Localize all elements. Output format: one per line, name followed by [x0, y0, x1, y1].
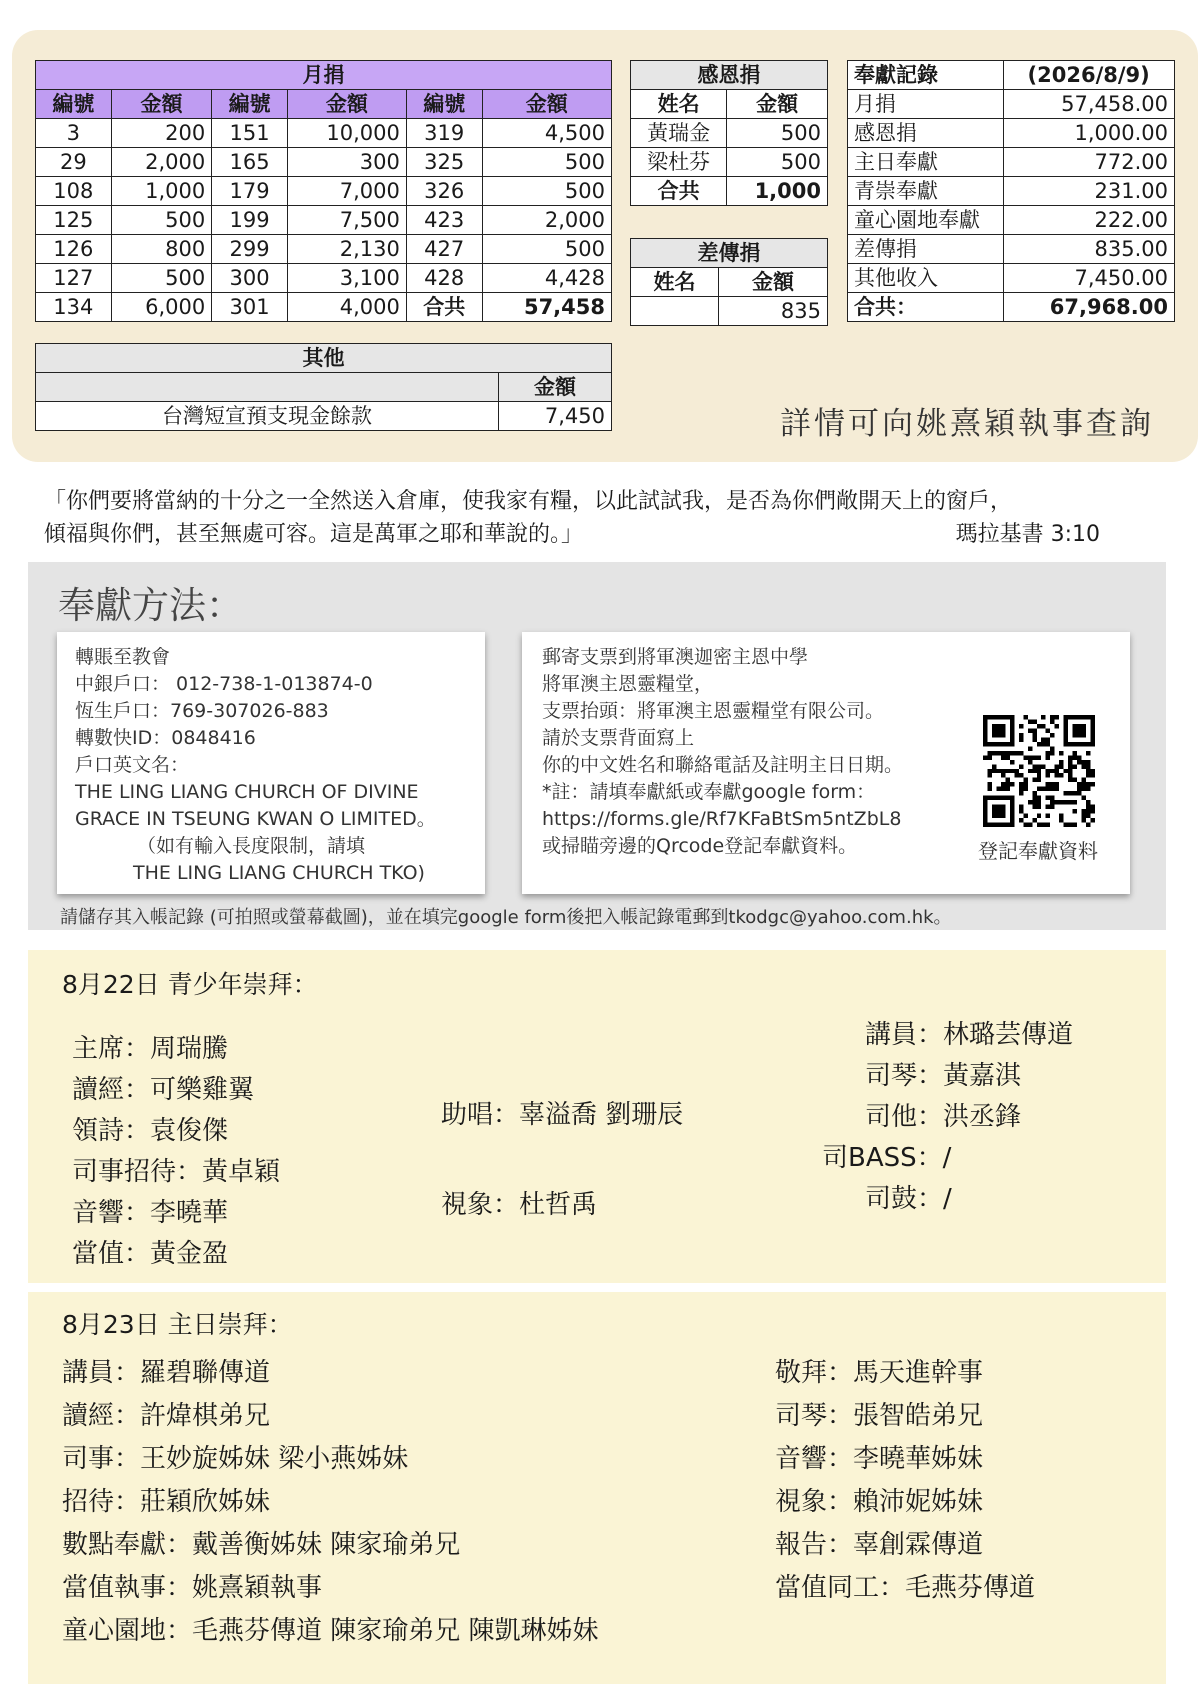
role-line: 當值同工：毛燕芬傳道: [775, 1573, 1036, 1603]
amount-cell: 500: [727, 148, 828, 177]
name-cell: 梁杜芬: [631, 148, 727, 177]
number-cell: 3: [36, 119, 112, 148]
amount-cell: 300: [287, 148, 406, 177]
column-header: 姓名: [631, 268, 719, 297]
detail-line: （如有輸入長度限制，請填: [137, 835, 366, 857]
role-line: 司琴：張智皓弟兄: [775, 1401, 984, 1431]
cheque-details: [542, 644, 903, 860]
verse-reference: 瑪拉基書 3:10: [955, 522, 1100, 547]
number-cell: 127: [36, 264, 112, 293]
detail-line: 或掃瞄旁邊的Qrcode登記奉獻資料。: [542, 835, 858, 857]
detail-line: 將軍澳主恩靈糧堂，: [542, 673, 714, 695]
role-line: 讀經：許煒棋弟兄: [62, 1401, 271, 1431]
number-cell: 29: [36, 148, 112, 177]
number-cell: 165: [212, 148, 288, 177]
detail-line: 你的中文姓名和聯絡電話及註明主日日期。: [542, 754, 904, 776]
amount-cell: 500: [482, 177, 611, 206]
amount-cell: 200: [111, 119, 212, 148]
detail-line: GRACE IN TSEUNG KWAN O LIMITED。: [75, 808, 436, 830]
amount-cell: 57,458: [482, 293, 611, 322]
other-income-table: [35, 343, 612, 431]
qr-code-icon[interactable]: [983, 715, 1095, 827]
amount-cell: 10,000: [287, 119, 406, 148]
name-cell: 黃瑞金: [631, 119, 727, 148]
role-line: 領詩：袁俊傑: [72, 1116, 229, 1146]
number-cell: 301: [212, 293, 288, 322]
category-cell: 主日奉獻: [848, 148, 1004, 177]
amount-cell: 6,000: [111, 293, 212, 322]
table-title: 差傳捐: [631, 239, 828, 268]
detail-line: 恆生戶口：769-307026-883: [75, 700, 329, 722]
table-row: [36, 177, 612, 206]
detail-line: THE LING LIANG CHURCH OF DIVINE: [75, 781, 419, 803]
role-line: 童心園地：毛燕芬傳道 陳家瑜弟兄 陳凱琳姊妹: [62, 1616, 599, 1646]
role-line: 助唱：辜溢喬 劉珊辰: [441, 1100, 684, 1130]
category-cell: 月捐: [848, 90, 1004, 119]
amount-cell: 4,428: [482, 264, 611, 293]
role-line: 視象：賴沛妮姊妹: [775, 1487, 984, 1517]
table-row: [36, 206, 612, 235]
role-line: 司琴：黃嘉淇: [865, 1061, 1022, 1091]
role-line: 視象：杜哲禹: [441, 1190, 598, 1220]
table-row: [848, 119, 1175, 148]
column-header: 編號: [406, 90, 482, 119]
role-line: 招待：莊穎欣姊妹: [62, 1487, 271, 1517]
amount-cell: 231.00: [1003, 177, 1174, 206]
detail-line: 支票抬頭：將軍澳主恩靈糧堂有限公司。: [542, 700, 885, 722]
amount-cell: 1,000.00: [1003, 119, 1174, 148]
amount-cell: 222.00: [1003, 206, 1174, 235]
verse-line: 傾福與你們，甚至無處可容。這是萬軍之耶和華說的。」: [44, 522, 584, 547]
table-title: 月捐: [36, 61, 612, 90]
form-link[interactable]: https://forms.gle/Rf7KFaBtSm5ntZbL8: [542, 808, 902, 830]
amount-cell: 835: [719, 297, 828, 326]
column-header: 金額: [719, 268, 828, 297]
role-line: 數點奉獻：戴善衡姊妹 陳家瑜弟兄: [62, 1530, 461, 1560]
verse-line: 「你們要將當納的十分之一全然送入倉庫，使我家有糧，以此試試我，是否為你們敞開天上的窗戶，: [44, 489, 1013, 514]
amount-cell: 500: [482, 235, 611, 264]
role-line: 司他：洪丞鋒: [865, 1102, 1022, 1132]
role-line: 主席：周瑞騰: [72, 1034, 229, 1064]
amount-cell: 7,500: [287, 206, 406, 235]
scripture-verse: [44, 485, 1124, 551]
category-cell: 童心園地奉獻: [848, 206, 1004, 235]
number-cell: 423: [406, 206, 482, 235]
column-header: 姓名: [631, 90, 727, 119]
table-row: [631, 297, 828, 326]
amount-cell: 2,000: [482, 206, 611, 235]
number-cell: 300: [212, 264, 288, 293]
table-row: [631, 119, 828, 148]
number-cell: 299: [212, 235, 288, 264]
detail-line: 戶口英文名：: [75, 754, 190, 776]
thanksgiving-table: [630, 60, 828, 206]
role-line: 敬拜：馬天進幹事: [775, 1358, 984, 1388]
number-cell: 427: [406, 235, 482, 264]
table-row: [848, 264, 1175, 293]
detail-line: 郵寄支票到將軍澳迦密主恩中學: [542, 646, 809, 668]
summary-title: 奉獻記錄: [848, 61, 1004, 90]
total-label: 合共: [631, 177, 727, 206]
table-row: [36, 402, 612, 431]
amount-cell: 57,458.00: [1003, 90, 1174, 119]
inquiry-note: 詳情可向姚熹穎執事查詢: [780, 406, 1154, 442]
total-label: 合共：: [848, 293, 1004, 322]
summary-date: (2026/8/9): [1003, 61, 1174, 90]
method-footnote: 請儲存其入帳記錄 (可拍照或螢幕截圖)，並在填完google form後把入帳記錄電郵到tkodgc@yahoo.com.hk。: [60, 907, 952, 928]
detail-line: 中銀戶口： 012-738-1-013874-0: [75, 673, 373, 695]
qr-caption: 登記奉獻資料: [978, 839, 1098, 863]
amount-cell: 7,450: [499, 402, 612, 431]
youth-service-title: 8月22日 青少年崇拜：: [62, 970, 318, 999]
table-row: [848, 235, 1175, 264]
table-row: [631, 148, 828, 177]
role-line: 報告：辜創霖傳道: [775, 1530, 984, 1560]
amount-cell: 772.00: [1003, 148, 1174, 177]
section-title: 奉獻方法：: [58, 584, 243, 627]
item-cell: 台灣短宣預支現金餘款: [36, 402, 499, 431]
amount-cell: 500: [111, 206, 212, 235]
role-line: 音響：李曉華: [72, 1198, 229, 1228]
table-row: [848, 148, 1175, 177]
total-row: [848, 293, 1175, 322]
role-line: 司事招待：黃卓穎: [72, 1157, 281, 1187]
amount-cell: 2,130: [287, 235, 406, 264]
table-row: [36, 148, 612, 177]
detail-line: 轉賬至教會: [75, 646, 171, 668]
total-amount: 67,968.00: [1003, 293, 1174, 322]
role-line: 講員：林璐芸傳道: [865, 1020, 1074, 1050]
column-header: 金額: [727, 90, 828, 119]
table-title: 感恩捐: [631, 61, 828, 90]
mission-offering-table: [630, 238, 828, 326]
category-cell: 青崇奉獻: [848, 177, 1004, 206]
role-line: 司鼓：/: [865, 1184, 952, 1214]
amount-cell: 4,000: [287, 293, 406, 322]
number-cell: 199: [212, 206, 288, 235]
number-cell: 108: [36, 177, 112, 206]
number-cell: 428: [406, 264, 482, 293]
table-row: [848, 177, 1175, 206]
amount-cell: 7,000: [287, 177, 406, 206]
category-cell: 差傳捐: [848, 235, 1004, 264]
amount-cell: 3,100: [287, 264, 406, 293]
amount-cell: 4,500: [482, 119, 611, 148]
amount-cell: 500: [111, 264, 212, 293]
column-header: 金額: [111, 90, 212, 119]
role-line: 當值：黃金盈: [72, 1239, 229, 1269]
table-row: [36, 119, 612, 148]
column-header: 編號: [212, 90, 288, 119]
sunday-service-title: 8月23日 主日崇拜：: [62, 1310, 293, 1339]
role-line: 司事：王妙旋姊妹 梁小燕姊妹: [62, 1444, 409, 1474]
number-cell: 326: [406, 177, 482, 206]
summary-rows: [848, 90, 1175, 293]
detail-line: THE LING LIANG CHURCH TKO): [133, 862, 425, 884]
number-cell: 319: [406, 119, 482, 148]
name-cell: [631, 297, 719, 326]
table-title: 其他: [36, 344, 612, 373]
amount-cell: 500: [727, 119, 828, 148]
column-header: 編號: [36, 90, 112, 119]
detail-line: 轉數快ID：0848416: [75, 727, 256, 749]
amount-cell: 800: [111, 235, 212, 264]
table-row: [36, 235, 612, 264]
number-cell: 125: [36, 206, 112, 235]
amount-cell: 835.00: [1003, 235, 1174, 264]
detail-line: 請於支票背面寫上: [542, 727, 695, 749]
role-line: 讀經：可樂雞翼: [72, 1075, 255, 1105]
amount-cell: 7,450.00: [1003, 264, 1174, 293]
amount-cell: 2,000: [111, 148, 212, 177]
amount-cell: 500: [482, 148, 611, 177]
role-line: 講員：羅碧聯傳道: [62, 1358, 271, 1388]
role-line: 當值執事：姚熹穎執事: [62, 1573, 323, 1603]
column-header: 金額: [499, 373, 612, 402]
role-line: 司BASS：/: [822, 1143, 952, 1173]
number-cell: 325: [406, 148, 482, 177]
category-cell: 感恩捐: [848, 119, 1004, 148]
number-cell: 134: [36, 293, 112, 322]
table-row: [848, 90, 1175, 119]
table-row: [36, 264, 612, 293]
amount-cell: 1,000: [111, 177, 212, 206]
number-cell: 126: [36, 235, 112, 264]
bank-transfer-details: [75, 644, 436, 887]
detail-line: *註：請填奉獻紙或奉獻google form：: [542, 781, 876, 803]
monthly-rows: [36, 119, 612, 322]
number-cell: 179: [212, 177, 288, 206]
number-cell: 151: [212, 119, 288, 148]
column-header: 金額: [482, 90, 611, 119]
total-row: [631, 177, 828, 206]
category-cell: 其他收入: [848, 264, 1004, 293]
table-row: [848, 206, 1175, 235]
offering-summary-table: [847, 60, 1175, 322]
column-header: 金額: [287, 90, 406, 119]
total-amount: 1,000: [727, 177, 828, 206]
role-line: 音響：李曉華姊妹: [775, 1444, 984, 1474]
table-row: [36, 293, 612, 322]
monthly-offering-table: [35, 60, 612, 322]
blank-header: [36, 373, 499, 402]
number-cell: 合共: [406, 293, 482, 322]
